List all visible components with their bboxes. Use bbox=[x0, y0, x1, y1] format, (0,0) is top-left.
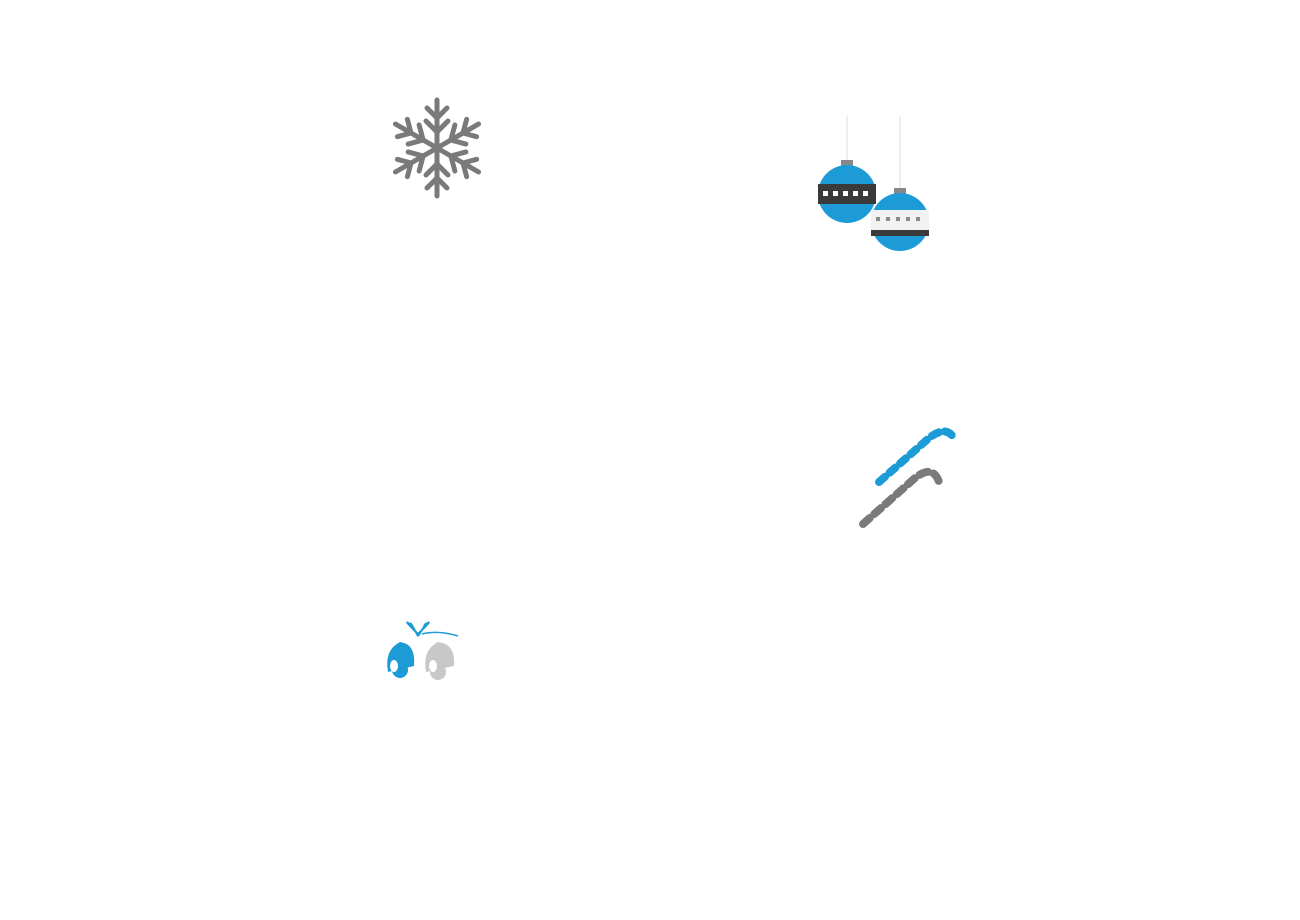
snowflake-icon bbox=[382, 96, 492, 200]
bells-icon bbox=[378, 614, 462, 684]
candy-cane-icon bbox=[855, 420, 965, 530]
ornament-icon bbox=[814, 112, 934, 257]
